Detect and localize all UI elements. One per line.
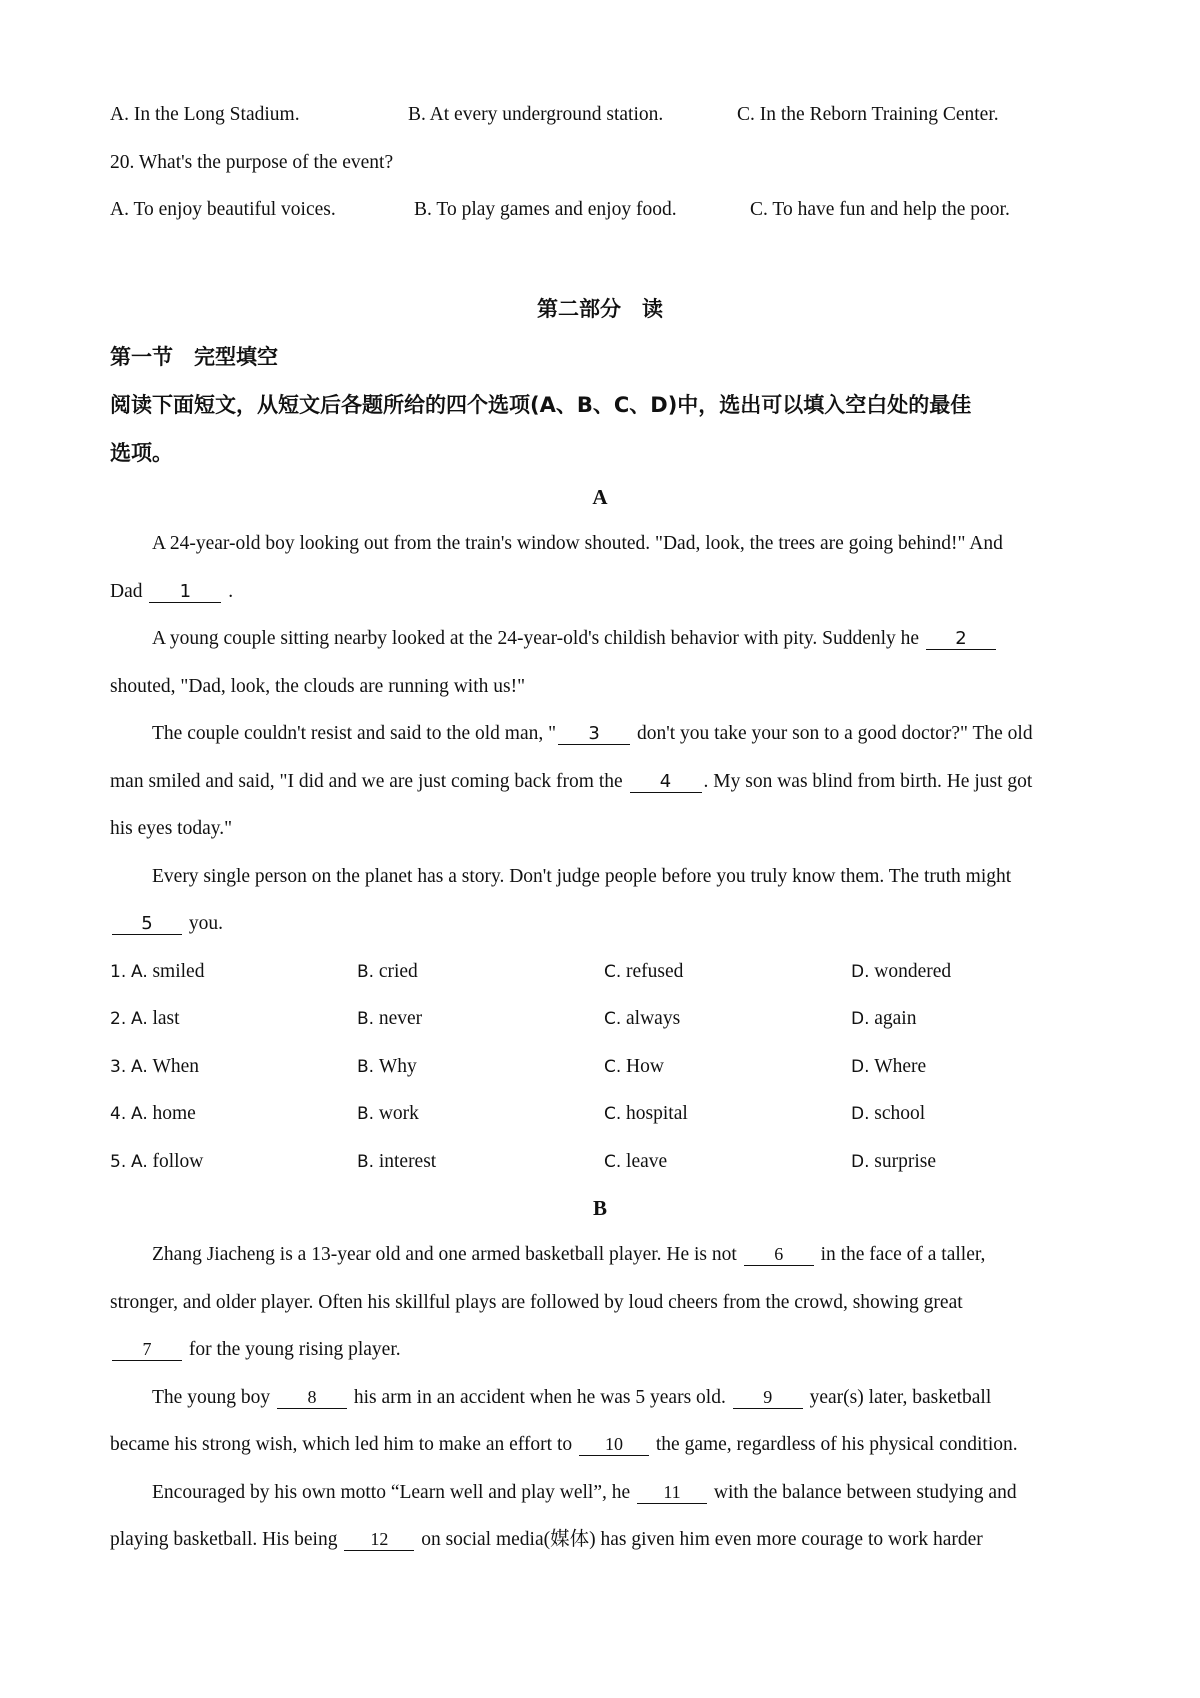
blank-number: 10: [605, 1434, 623, 1454]
passage-text: became his strong wish, which led him to make an effort to: [110, 1434, 573, 1455]
passage-text: Dad: [110, 581, 143, 602]
passage-text: The couple couldn't resist and said to the old man, ": [152, 723, 557, 744]
instructions-line-1: 阅读下面短文，从短文后各题所给的四个选项(A、B、C、D)中，选出可以填入空白处的最佳: [110, 393, 972, 417]
option-4-a: 4. A. home: [110, 1103, 196, 1124]
q19-option-b: B. At every underground station.: [408, 104, 664, 125]
blank-9: [733, 1387, 803, 1409]
blank-number: 9: [763, 1387, 773, 1407]
blank-10: [579, 1434, 649, 1456]
passage-text: .: [228, 581, 234, 602]
passage-text: Encouraged by his own motto “Learn well and play well”, he: [152, 1482, 631, 1503]
option-1-d: D. wondered: [851, 961, 952, 982]
section-one-title: 第一节 完型填空: [110, 345, 278, 369]
passage-b-line: [110, 1338, 401, 1362]
option-4-d: D. school: [851, 1103, 926, 1124]
q20-question: 20. What's the purpose of the event?: [110, 152, 394, 173]
passage-text: Zhang Jiacheng is a 13-year old and one armed basketball player. He is not: [152, 1244, 737, 1265]
q20-option-c: C. To have fun and help the poor.: [750, 199, 1010, 220]
blank-6: [744, 1244, 814, 1266]
passage-text: man smiled and said, "I did and we are just coming back from the: [110, 771, 623, 792]
passage-text: for the young rising player.: [188, 1339, 401, 1360]
option-5-c: C. leave: [604, 1151, 668, 1172]
passage-b-line: [110, 1433, 1018, 1457]
passage-text: his arm in an accident when he was 5 years old.: [353, 1387, 726, 1408]
passage-b-line: [110, 1528, 983, 1552]
passage-text: A young couple sitting nearby looked at the 24-year-old's childish behavior with pity. Suddenly he: [152, 628, 920, 649]
passage-b-line: [152, 1243, 985, 1267]
blank-number: 12: [370, 1529, 389, 1549]
q19-option-a: A. In the Long Stadium.: [110, 104, 300, 125]
passage-b-line: stronger, and older player. Often his skillful plays are followed by loud cheers from the crowd, showing great: [110, 1292, 963, 1313]
q19-option-c: C. In the Reborn Training Center.: [737, 104, 999, 125]
passage-a-line: [110, 770, 1032, 794]
passage-text: don't you take your son to a good doctor?" The old: [636, 723, 1033, 744]
passage-text: playing basketball. His being: [110, 1529, 338, 1550]
blank-8: [277, 1387, 347, 1409]
passage-text: . My son was blind from birth. He just got: [703, 771, 1033, 792]
option-2-a: 2. A. last: [110, 1008, 180, 1029]
option-5-d: D. surprise: [851, 1151, 936, 1172]
q20-option-a: A. To enjoy beautiful voices.: [110, 199, 336, 220]
blank-number: 6: [774, 1244, 784, 1264]
passage-b-line: [152, 1481, 1017, 1505]
blank-number: 5: [141, 913, 153, 934]
blank-number: 11: [663, 1482, 681, 1502]
option-2-b: B. never: [357, 1008, 423, 1029]
passage-a-line: [110, 912, 223, 936]
passage-b-label: B: [592, 1196, 607, 1220]
blank-7: [112, 1339, 182, 1361]
blank-12: [344, 1529, 414, 1551]
blank-5: [112, 914, 182, 935]
option-1-c: C. refused: [604, 961, 684, 982]
blank-3: [558, 724, 630, 745]
blank-number: 8: [307, 1387, 317, 1407]
passage-a-label: A: [592, 485, 608, 509]
option-3-b: B. Why: [357, 1056, 417, 1077]
passage-a-line: [110, 580, 233, 604]
blank-number: 3: [588, 723, 600, 744]
instructions-line-2: 选项。: [110, 441, 173, 465]
passage-a-line: Every single person on the planet has a story. Don't judge people before you truly know them. The truth might: [152, 866, 1012, 887]
option-4-b: B. work: [357, 1103, 419, 1124]
option-4-c: C. hospital: [604, 1103, 688, 1124]
option-1-a: 1. A. smiled: [110, 961, 205, 982]
passage-a-line: [152, 722, 1033, 746]
passage-text: The young boy: [152, 1387, 271, 1408]
option-1-b: B. cried: [357, 961, 418, 982]
blank-2: [926, 629, 996, 650]
option-3-c: C. How: [604, 1056, 664, 1077]
blank-number: 4: [659, 771, 672, 792]
option-2-c: C. always: [604, 1008, 681, 1029]
blank-number: 7: [142, 1339, 152, 1359]
passage-b-line: [152, 1386, 991, 1410]
passage-a-line: A 24-year-old boy looking out from the train's window shouted. "Dad, look, the trees are going behind!" And: [152, 533, 1003, 554]
blank-1: [149, 582, 221, 603]
passage-text: you.: [188, 913, 223, 934]
option-3-a: 3. A. When: [110, 1056, 200, 1077]
blank-11: [637, 1482, 707, 1504]
option-5-b: B. interest: [357, 1151, 437, 1172]
passage-text: with the balance between studying and: [713, 1482, 1017, 1503]
passage-text: in the face of a taller,: [820, 1244, 986, 1265]
q20-option-b: B. To play games and enjoy food.: [414, 199, 677, 220]
passage-a-line: his eyes today.": [110, 818, 233, 839]
blank-4: [630, 772, 702, 793]
passage-a-line: [152, 627, 998, 651]
passage-text: year(s) later, basketball: [809, 1387, 992, 1408]
passage-a-line: shouted, "Dad, look, the clouds are running with us!": [110, 676, 526, 697]
option-2-d: D. again: [851, 1008, 917, 1029]
part-two-title: 第二部分 读: [537, 297, 663, 321]
passage-text: on social media(媒体) has given him even more courage to work harder: [421, 1529, 983, 1550]
option-3-d: D. Where: [851, 1056, 927, 1077]
passage-text: the game, regardless of his physical condition.: [655, 1434, 1018, 1455]
blank-number: 2: [955, 628, 967, 649]
option-5-a: 5. A. follow: [110, 1151, 204, 1172]
blank-number: 1: [179, 581, 192, 602]
